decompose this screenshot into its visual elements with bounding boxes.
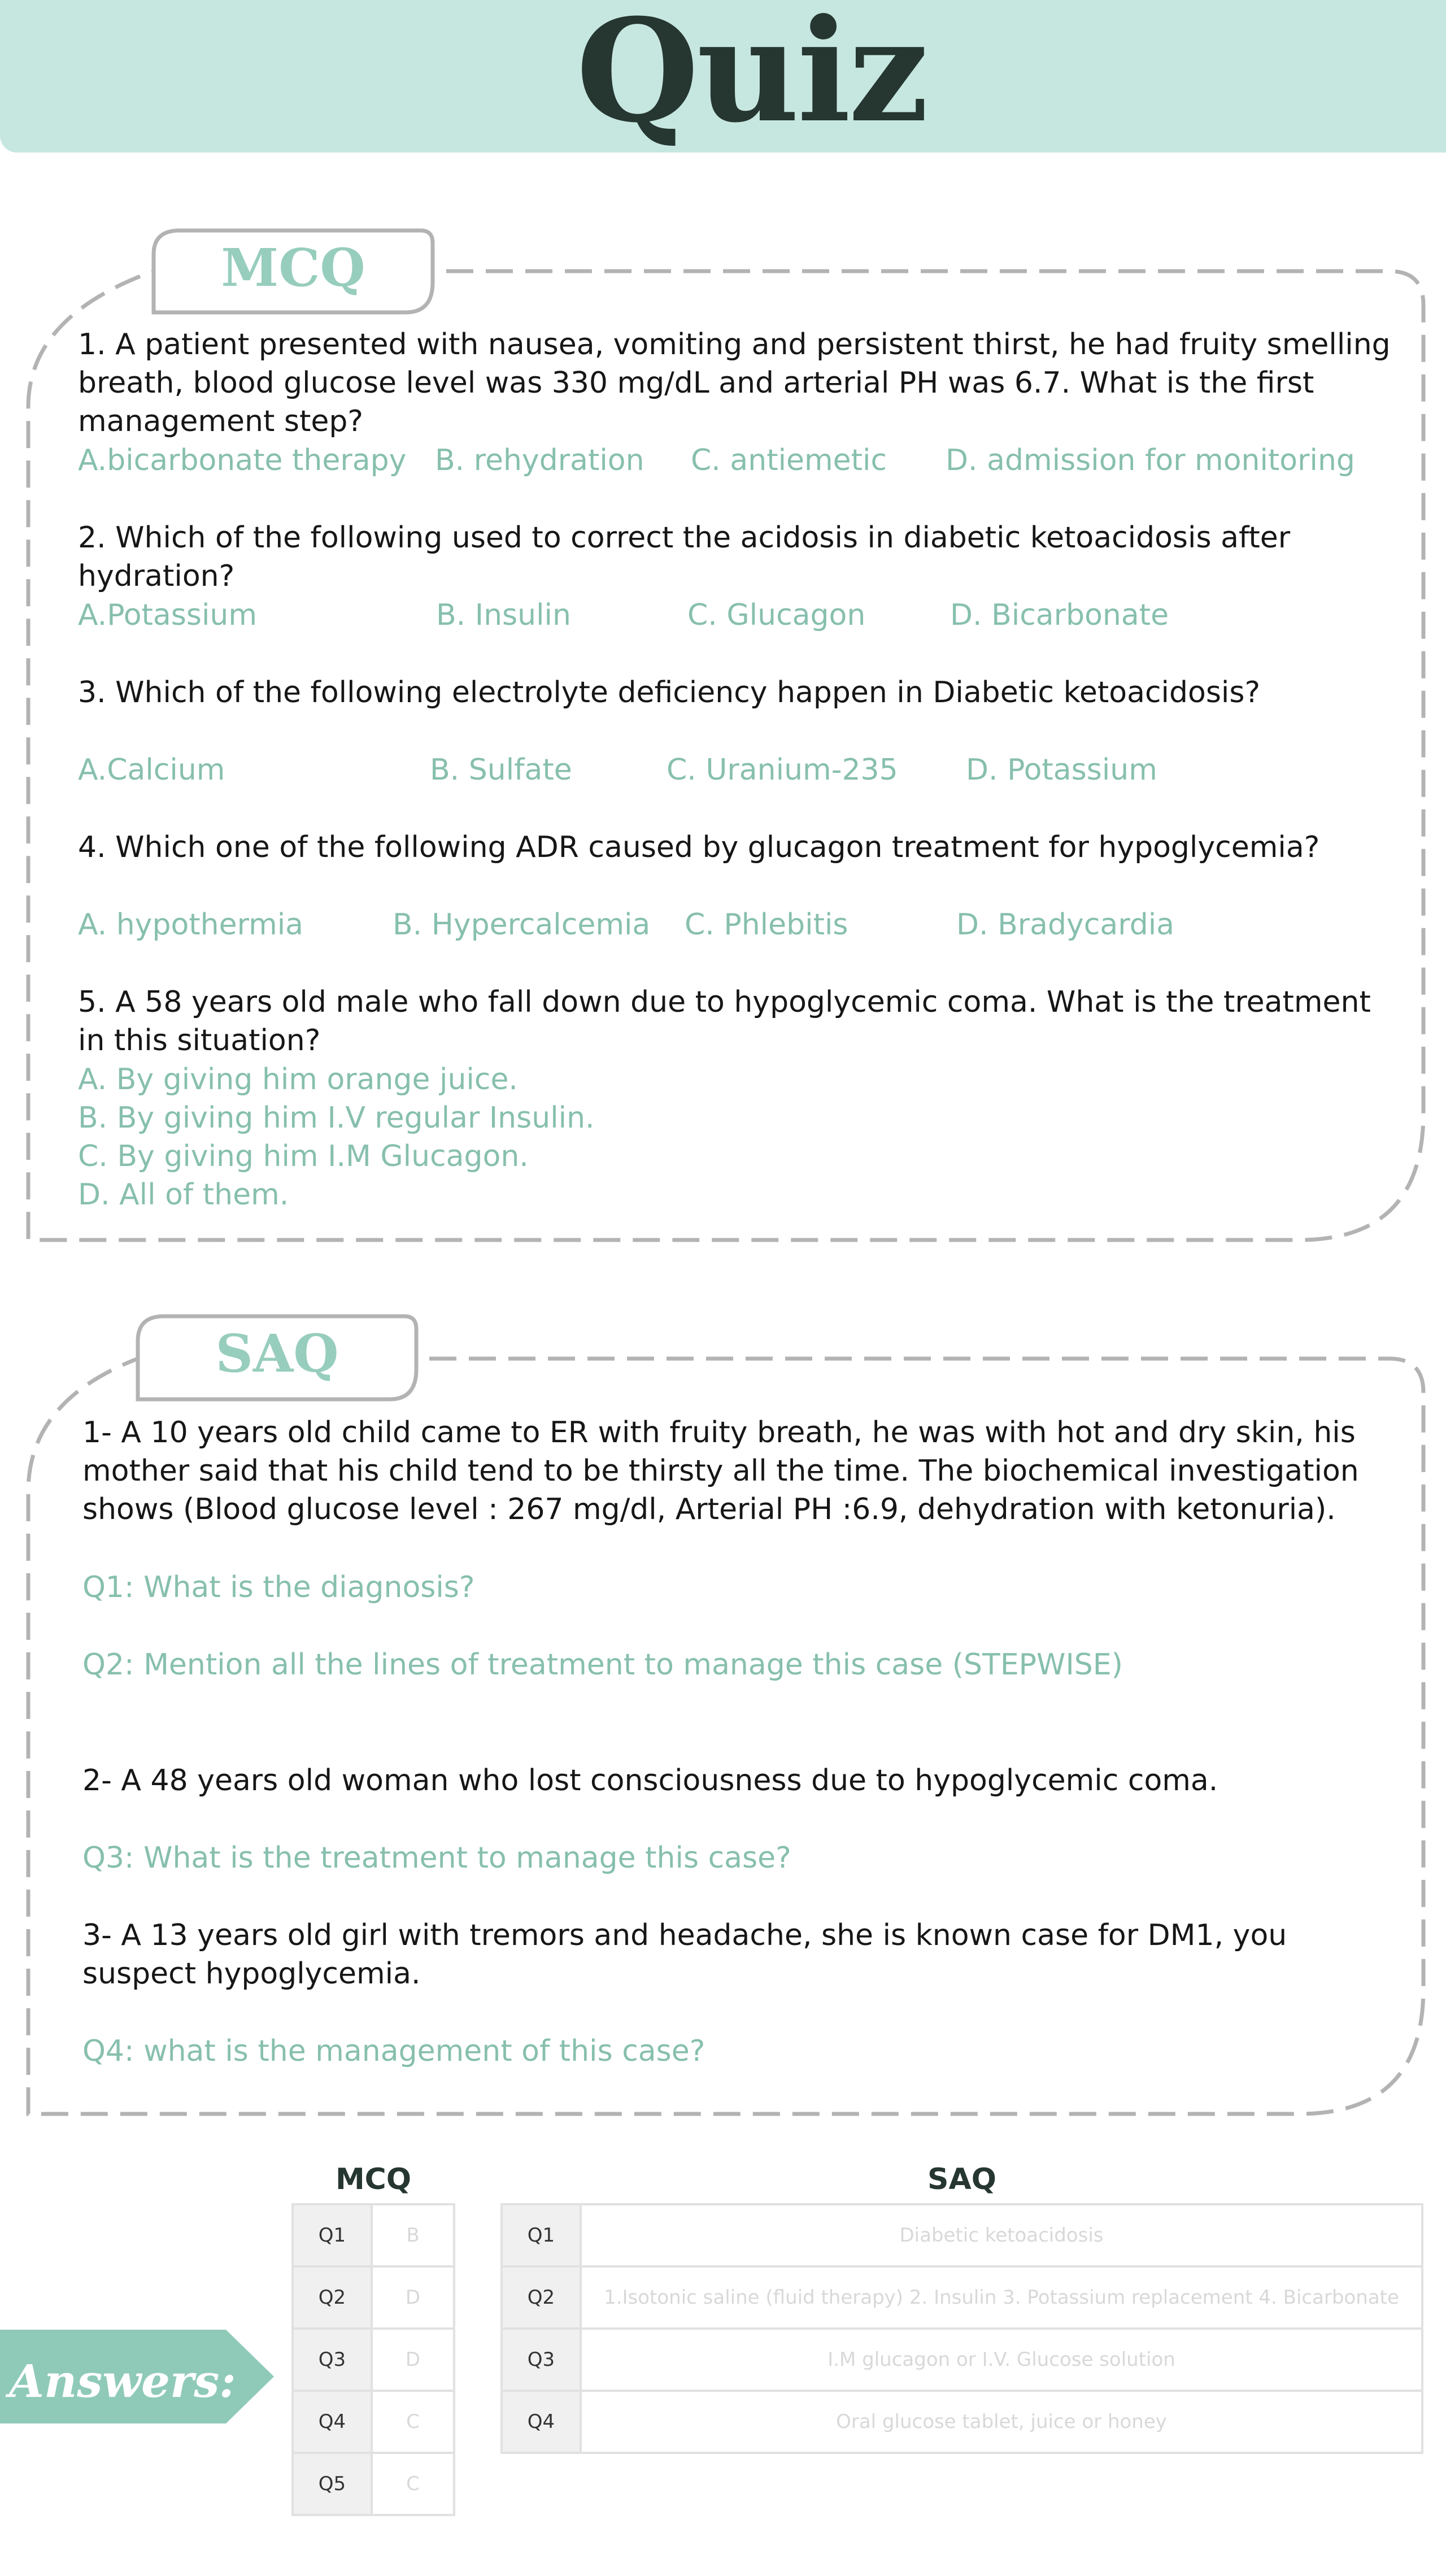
- table-row: [293, 2453, 454, 2515]
- mcq-q3-option-b[interactable]: B. Sulfate: [430, 753, 572, 787]
- mcq-question-5: 5. A 58 years old male who fall down due to hypoglycemic coma. What is the treatment in this situation?: [78, 985, 1371, 1058]
- answer-question-cell: Q5: [293, 2453, 372, 2515]
- answer-value-cell: C: [372, 2453, 454, 2515]
- mcq-q2-option-c[interactable]: C. Glucagon: [687, 598, 866, 632]
- saq-question-q1: Q1: What is the diagnosis?: [82, 1570, 475, 1604]
- mcq-q2-option-d[interactable]: D. Bicarbonate: [950, 598, 1169, 632]
- mcq-q2-option-a[interactable]: A.Potassium: [78, 598, 258, 632]
- saq-question-q3: Q3: What is the treatment to manage this case?: [82, 1841, 791, 1875]
- table-row: [502, 2266, 1422, 2329]
- answer-value-cell: D: [372, 2266, 454, 2329]
- table-row: [293, 2329, 454, 2391]
- mcq-q3-option-c[interactable]: C. Uranium-235: [667, 753, 898, 787]
- table-row: [502, 2391, 1422, 2453]
- table-row: [293, 2204, 454, 2266]
- mcq-answers-table: [291, 2203, 455, 2516]
- mcq-question-3: 3. Which of the following electrolyte deficiency happen in Diabetic ketoacidosis?: [78, 676, 1261, 710]
- mcq-q1-option-c[interactable]: C. antiemetic: [691, 443, 887, 477]
- table-row: [293, 2391, 454, 2453]
- mcq-q5-option-d[interactable]: D. All of them.: [78, 1178, 289, 1212]
- saq-case-1: 1- A 10 years old child came to ER with fruity breath, he was with hot and dry skin, his mother said that his child tend to be thirsty all the time. The biochemical investigation shows (Blood glucose level : 267 mg/dl, Arterial PH :6.9, dehydration with ketonuria).: [82, 1416, 1359, 1526]
- mcq-q5-option-c[interactable]: C. By giving him I.M Glucagon.: [78, 1139, 529, 1173]
- table-row: [293, 2266, 454, 2329]
- mcq-question-2: 2. Which of the following used to correct the acidosis in diabetic ketoacidosis after hydration?: [78, 521, 1291, 593]
- saq-answers-table: [500, 2203, 1423, 2454]
- mcq-q4-option-d[interactable]: D. Bradycardia: [956, 908, 1175, 942]
- answer-question-cell: Q1: [293, 2204, 372, 2266]
- mcq-q2-option-b[interactable]: B. Insulin: [436, 598, 571, 632]
- mcq-question-4: 4. Which one of the following ADR caused by glucagon treatment for hypoglycemia?: [78, 830, 1320, 864]
- mcq-q5-option-a[interactable]: A. By giving him orange juice.: [78, 1063, 518, 1096]
- answer-value-cell: Oral glucose tablet, juice or honey: [581, 2391, 1422, 2453]
- mcq-q1-option-d[interactable]: D. admission for monitoring: [946, 443, 1355, 477]
- mcq-q4-option-b[interactable]: B. Hypercalcemia: [393, 908, 651, 942]
- answer-question-cell: Q4: [293, 2391, 372, 2453]
- answer-value-cell: 1.Isotonic saline (fluid therapy) 2. Insulin 3. Potassium replacement 4. Bicarbonate: [581, 2266, 1422, 2329]
- answer-question-cell: Q3: [502, 2329, 581, 2391]
- mcq-q1-option-a[interactable]: A.bicarbonate therapy: [78, 443, 407, 477]
- mcq-q3-option-d[interactable]: D. Potassium: [966, 753, 1157, 787]
- answers-label: Answers:: [9, 2355, 236, 2408]
- answer-value-cell: Diabetic ketoacidosis: [581, 2204, 1422, 2266]
- mcq-q1-option-b[interactable]: B. rehydration: [435, 443, 644, 477]
- saq-question-q2: Q2: Mention all the lines of treatment to manage this case (STEPWISE): [82, 1648, 1123, 1682]
- answer-value-cell: D: [372, 2329, 454, 2391]
- mcq-tab-label: MCQ: [221, 237, 365, 298]
- answer-question-cell: Q1: [502, 2204, 581, 2266]
- table-row: [502, 2329, 1422, 2391]
- page-title: Quiz: [576, 0, 927, 154]
- mcq-answers-title: MCQ: [335, 2162, 412, 2196]
- mcq-q5-option-b[interactable]: B. By giving him I.V regular Insulin.: [78, 1101, 595, 1135]
- mcq-q4-option-a[interactable]: A. hypothermia: [78, 908, 304, 942]
- saq-question-q4: Q4: what is the management of this case?: [82, 2034, 705, 2068]
- answer-value-cell: C: [372, 2391, 454, 2453]
- saq-case-3: 3- A 13 years old girl with tremors and headache, she is known case for DM1, you suspect hypoglycemia.: [82, 1918, 1287, 1991]
- saq-case-2: 2- A 48 years old woman who lost consciousness due to hypoglycemic coma.: [82, 1764, 1218, 1798]
- saq-tab-label: SAQ: [215, 1323, 339, 1384]
- table-row: [502, 2204, 1422, 2266]
- mcq-q4-option-c[interactable]: C. Phlebitis: [685, 908, 848, 942]
- mcq-question-1: 1. A patient presented with nausea, vomiting and persistent thirst, he had fruity smelling breath, blood glucose level was 330 mg/dL and arterial PH was 6.7. What is the first management step?: [78, 328, 1391, 438]
- answer-question-cell: Q3: [293, 2329, 372, 2391]
- saq-answers-title: SAQ: [927, 2162, 996, 2196]
- answer-question-cell: Q4: [502, 2391, 581, 2453]
- answer-question-cell: Q2: [502, 2266, 581, 2329]
- mcq-q3-option-a[interactable]: A.Calcium: [78, 753, 225, 787]
- answer-value-cell: B: [372, 2204, 454, 2266]
- answer-value-cell: I.M glucagon or I.V. Glucose solution: [581, 2329, 1422, 2391]
- answer-question-cell: Q2: [293, 2266, 372, 2329]
